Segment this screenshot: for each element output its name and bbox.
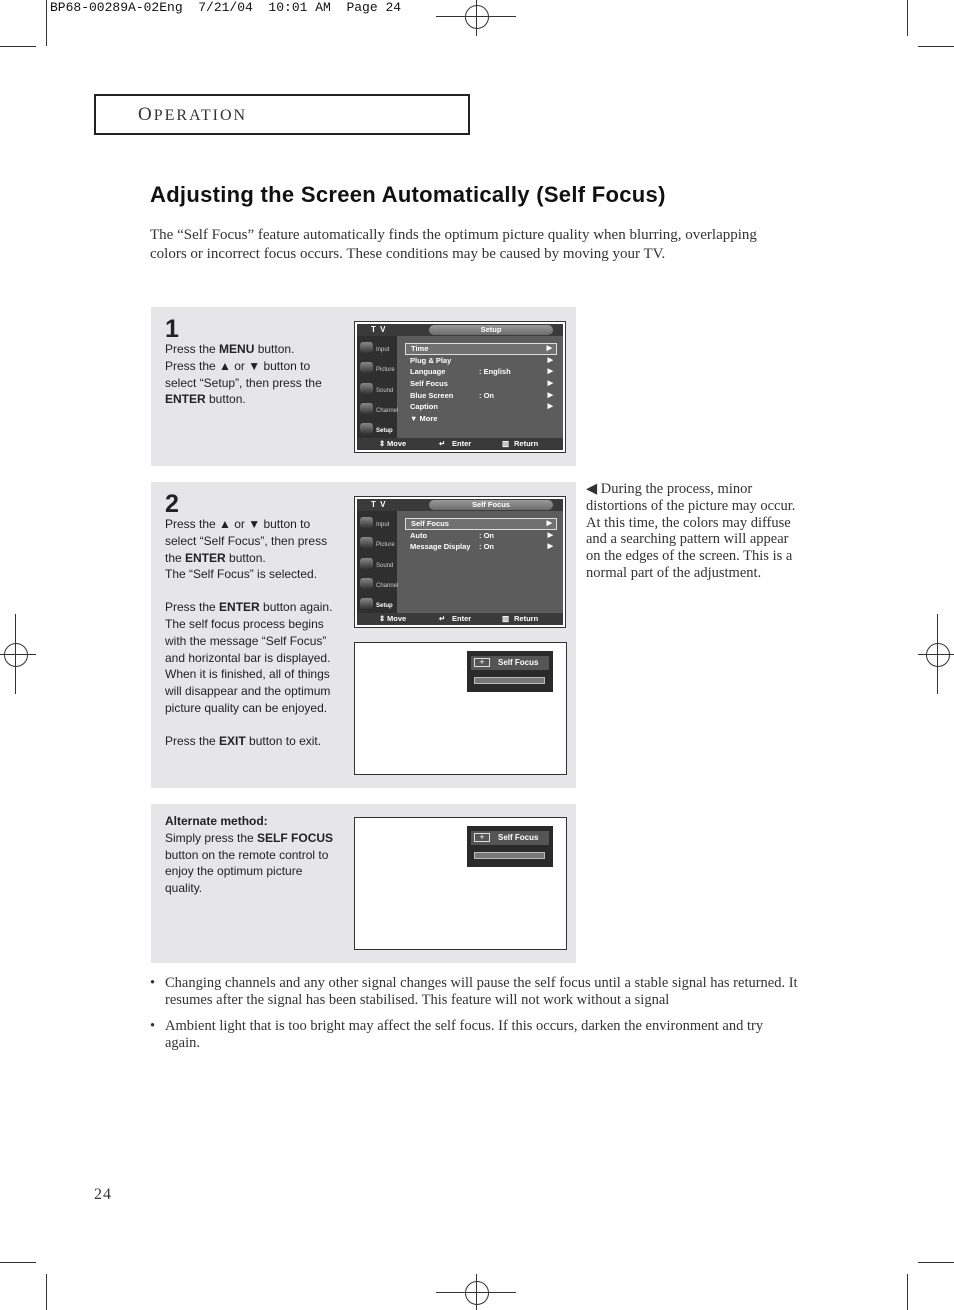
self-focus-icon: + <box>474 658 490 667</box>
osd-footer-enter: Enter <box>452 614 472 623</box>
osd-side-input: Input <box>360 515 396 533</box>
enter-icon: ↵ <box>439 614 446 623</box>
self-focus-popup <box>467 651 553 692</box>
step-number: 1 <box>165 315 179 343</box>
setup-icon <box>360 598 373 609</box>
picture-icon <box>360 362 373 373</box>
crop-mark <box>918 46 954 47</box>
page-title: Adjusting the Screen Automatically (Self Focus) <box>150 182 666 207</box>
osd-side-setup: Setup <box>360 596 396 614</box>
step-1-instructions: Press the MENU button. Press the ▲ or ▼ button to select “Setup”, then press the ENTER button. <box>165 342 322 407</box>
osd-menu-list <box>405 343 557 425</box>
alternate-method-instructions: Alternate method: Simply press the SELF FOCUS button on the remote control to enjoy the optimum picture quality. <box>165 814 334 896</box>
sound-icon <box>360 383 373 394</box>
registration-mark <box>926 643 950 667</box>
input-icon <box>360 342 373 353</box>
osd-footer-move: Move <box>387 439 407 448</box>
self-focus-progress-bar <box>474 852 545 859</box>
step-2-instructions: Press the ▲ or ▼ button to select “Self Focus”, then press the ENTER button. The “Self Focus” is selected. Press the ENTER button again. The self focus process begins with the message “Self Focus” and horizontal bar is displayed. When it is finished, all of things will disappear and the optimum picture quality can be enjoyed. Press the EXIT button to exit. <box>165 517 333 748</box>
osd-side-channel: Channel <box>360 576 396 594</box>
osd-tab-self-focus: Self Focus <box>429 500 553 510</box>
osd-menu-row: Self Focus ▶ <box>405 518 557 530</box>
channel-icon <box>360 578 373 589</box>
osd-menu-row: Message Display : On ▶ <box>410 542 553 552</box>
section-label-rest: PERATION <box>153 107 248 124</box>
osd-footer-return: Return <box>514 439 539 448</box>
input-icon <box>360 517 373 528</box>
channel-icon <box>360 403 373 414</box>
osd-side-channel: Channel <box>360 401 396 419</box>
osd-tab-setup: Setup <box>429 325 553 335</box>
alternate-method-panel <box>151 804 576 963</box>
move-icon: ⇕ <box>379 614 386 623</box>
self-focus-popup-label: Self Focus <box>498 658 539 667</box>
osd-menu-row: ▼ More <box>410 414 438 424</box>
osd-side-sound: Sound <box>360 556 396 574</box>
osd-menu-row: Self Focus ▶ <box>410 379 553 389</box>
crop-mark <box>0 1262 36 1263</box>
tv-self-focus-menu-screen <box>354 496 566 628</box>
self-focus-icon: + <box>474 833 490 842</box>
step-2-panel <box>151 482 576 788</box>
self-focus-progress-bar <box>474 677 545 684</box>
osd-side-picture: Picture <box>360 360 396 378</box>
bullet-item <box>150 1018 800 1052</box>
bullet-dot: • <box>150 1018 156 1034</box>
move-icon: ⇕ <box>379 439 386 448</box>
print-slugline: BP68-00289A-02Eng 7/21/04 10:01 AM Page 24 <box>50 0 402 15</box>
crop-mark <box>46 0 47 46</box>
return-icon: ▥ <box>502 614 510 623</box>
osd-menu-list <box>405 518 557 553</box>
osd-side-picture: Picture <box>360 535 396 553</box>
osd-side-setup: Setup <box>360 421 396 439</box>
bullet-item <box>150 975 800 1009</box>
sound-icon <box>360 558 373 569</box>
intro-paragraph: The “Self Focus” feature automatically finds the optimum picture quality when blurring, overlapping colors or incorrect focus occurs. These conditions may be caused by moving your TV. <box>150 227 757 262</box>
bullet-dot: • <box>150 975 156 991</box>
step-number: 2 <box>165 490 179 518</box>
osd-footer-move: Move <box>387 614 407 623</box>
osd-side-input: Input <box>360 340 396 358</box>
crop-mark <box>46 1274 47 1310</box>
step-1-panel <box>151 307 576 466</box>
osd-menu-row: Plug & Play ▶ <box>410 355 553 365</box>
registration-mark <box>4 643 28 667</box>
osd-sidebar <box>357 336 397 438</box>
setup-icon <box>360 423 373 434</box>
side-note: ◀ During the process, minor distortions of the picture may occur. At this time, the colors may diffuse and a searching pattern will appear on the edges of the screen. This is a normal part of the adjustment. <box>586 481 796 581</box>
osd-menu-row: Auto : On ▶ <box>410 530 553 540</box>
self-focus-progress-screen <box>354 642 567 775</box>
crop-mark <box>0 46 36 47</box>
osd-menu-row: Time ▶ <box>405 343 557 355</box>
osd-tv-label: T V <box>371 500 387 509</box>
crop-mark <box>907 0 908 36</box>
bullet-text: Ambient light that is too bright may affect the self focus. If this occurs, darken the environment and try again. <box>165 1018 764 1051</box>
alternate-method-heading: Alternate method: <box>165 814 268 828</box>
tv-setup-menu-screen <box>354 321 566 453</box>
osd-side-sound: Sound <box>360 381 396 399</box>
registration-mark <box>465 5 489 29</box>
crop-mark <box>918 1262 954 1263</box>
osd-menu-row: Blue Screen : On ▶ <box>410 390 553 400</box>
return-icon: ▥ <box>502 439 510 448</box>
self-focus-popup-label: Self Focus <box>498 833 539 842</box>
osd-footer <box>357 438 563 450</box>
osd-tv-label: T V <box>371 325 387 334</box>
osd-footer-enter: Enter <box>452 439 472 448</box>
section-label-initial: O <box>138 104 154 125</box>
osd-footer <box>357 613 563 625</box>
registration-mark <box>465 1281 489 1305</box>
osd-menu-row: Language : English ▶ <box>410 367 553 377</box>
osd-footer-return: Return <box>514 614 539 623</box>
picture-icon <box>360 537 373 548</box>
osd-sidebar <box>357 511 397 613</box>
osd-menu-row: Caption ▶ <box>410 402 553 412</box>
page-number: 24 <box>94 1186 112 1203</box>
self-focus-popup <box>467 826 553 867</box>
crop-mark <box>907 1274 908 1310</box>
section-label <box>138 104 247 126</box>
enter-icon: ↵ <box>439 439 446 448</box>
self-focus-progress-screen <box>354 817 567 950</box>
bullet-text: Changing channels and any other signal changes will pause the self focus until a stable signal has returned. It resumes after the signal has been stabilised. This feature will not work without a signal <box>165 975 798 1008</box>
